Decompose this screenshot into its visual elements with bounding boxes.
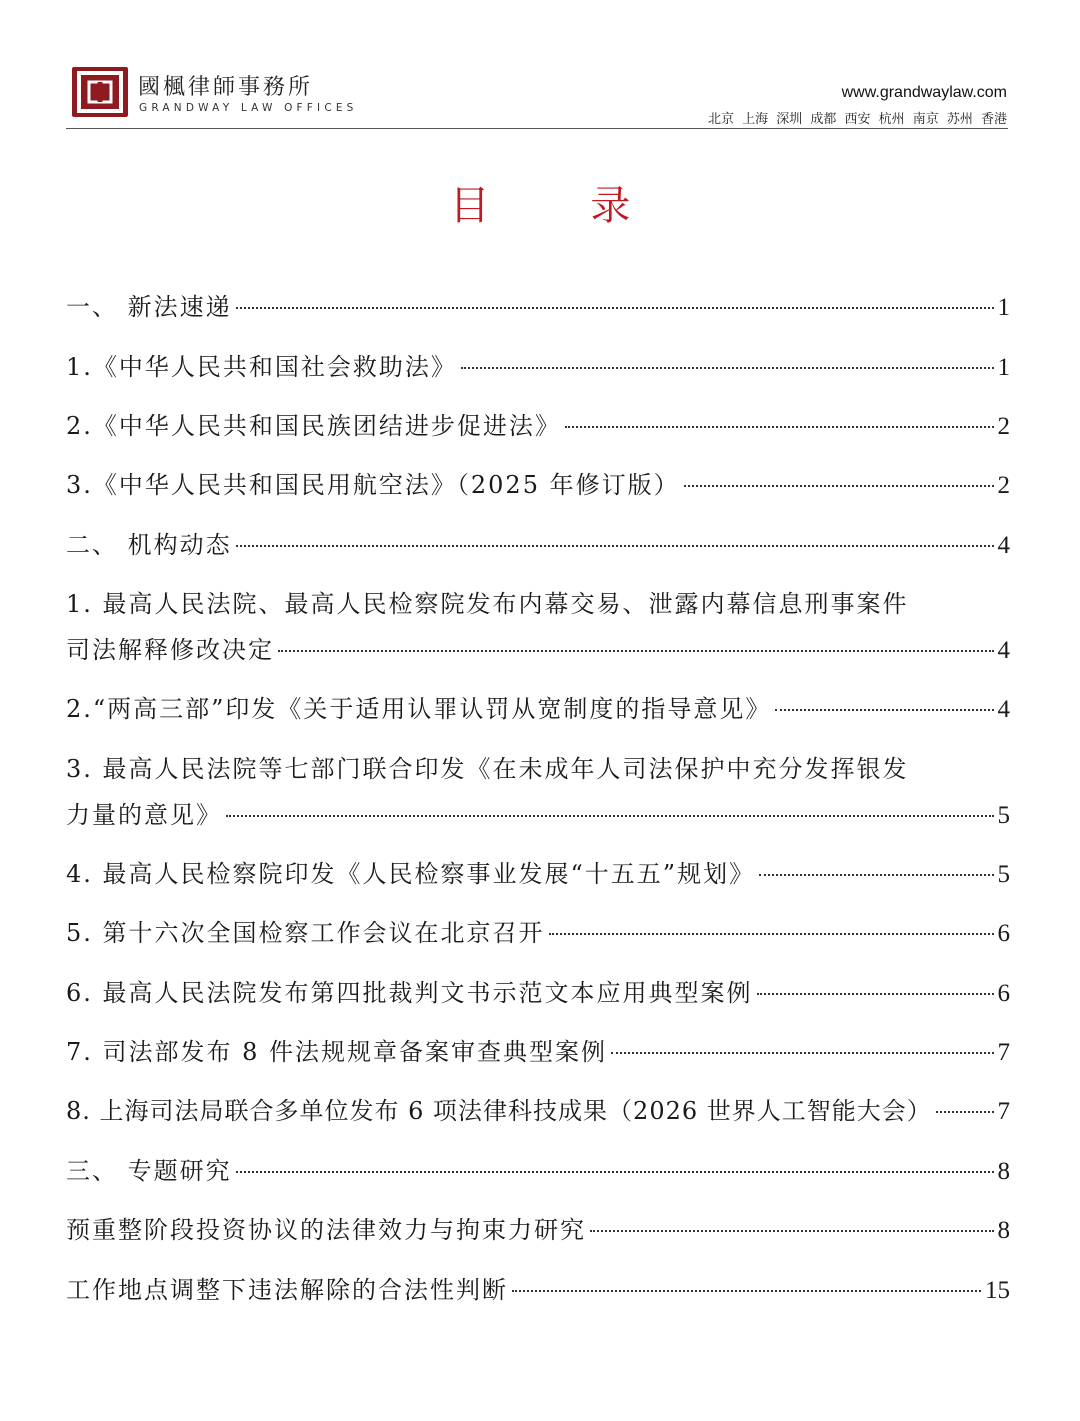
toc-page-number: 7 — [997, 1039, 1010, 1066]
website-link[interactable]: www.grandwaylaw.com — [841, 84, 1007, 101]
toc-entry-text: 司法解释修改决定 — [66, 636, 274, 664]
toc-entry[interactable] — [66, 1267, 1016, 1313]
dot-leader — [684, 484, 994, 487]
toc-entry-section-3[interactable] — [66, 1148, 1016, 1194]
toc-page-number: 2 — [997, 472, 1010, 499]
toc-page-number: 6 — [997, 920, 1010, 947]
toc-entry-text: 预重整阶段投资协议的法律效力与拘束力研究 — [66, 1216, 586, 1244]
toc-entry-text: 2.《中华人民共和国民族团结进步促进法》 — [66, 412, 561, 440]
toc-page-number: 5 — [997, 861, 1010, 888]
toc-entry-text: 5. 第十六次全国检察工作会议在北京召开 — [66, 919, 545, 947]
firm-name-en: GRANDWAY LAW OFFICES — [139, 102, 358, 114]
toc-page-number: 8 — [997, 1158, 1010, 1185]
toc-entry-text-line1: 3. 最高人民法院等七部门联合印发《在未成年人司法保护中充分发挥银发 — [66, 755, 909, 783]
toc-entry[interactable] — [66, 581, 1016, 673]
toc-page-number: 5 — [997, 802, 1010, 829]
dot-leader — [236, 306, 994, 309]
firm-name-cn: 國楓律師事務所 — [138, 75, 314, 100]
toc-entry[interactable] — [66, 970, 1016, 1016]
toc-entry-section-2[interactable] — [66, 522, 1016, 568]
toc-entry[interactable] — [66, 1029, 1016, 1075]
header-divider — [66, 128, 1008, 129]
dot-leader — [549, 932, 994, 935]
toc-page-number: 4 — [997, 637, 1010, 664]
toc-entry[interactable] — [66, 851, 1016, 897]
toc-entry-text: 一、 新法速递 — [66, 293, 232, 321]
toc-entry[interactable] — [66, 403, 1016, 449]
dot-leader — [461, 366, 994, 369]
toc-page-number: 1 — [997, 294, 1010, 321]
toc-page-number: 8 — [997, 1217, 1010, 1244]
toc-entry[interactable] — [66, 1088, 1016, 1134]
dot-leader — [759, 873, 993, 876]
toc-page-number: 6 — [997, 980, 1010, 1007]
toc-entry[interactable] — [66, 910, 1016, 956]
toc-title: 目 录 — [449, 183, 675, 229]
toc-entry-text: 6. 最高人民法院发布第四批裁判文书示范文本应用典型案例 — [66, 979, 753, 1007]
dot-leader — [236, 1170, 994, 1173]
toc-entry[interactable] — [66, 344, 1016, 390]
toc-entry-text-line1: 1. 最高人民法院、最高人民检察院发布内幕交易、泄露内幕信息刑事案件 — [66, 590, 909, 618]
dot-leader — [565, 425, 994, 428]
toc-entry[interactable] — [66, 686, 1016, 732]
toc-entry-text: 4. 最高人民检察院印发《人民检察事业发展“十五五”规划》 — [66, 860, 756, 888]
toc-entry-text: 2.“两高三部”印发《关于适用认罪认罚从宽制度的指导意见》 — [66, 695, 772, 723]
toc-entry-text: 二、 机构动态 — [66, 531, 232, 559]
firm-logo-icon — [72, 67, 128, 117]
toc-page-number: 2 — [997, 413, 1010, 440]
toc-entry-text: 工作地点调整下违法解除的合法性判断 — [66, 1276, 508, 1304]
toc-page-number: 4 — [997, 696, 1010, 723]
toc-entry[interactable] — [66, 1207, 1016, 1253]
toc-entry-text: 1.《中华人民共和国社会救助法》 — [66, 353, 457, 381]
toc-page-number: 15 — [985, 1277, 1010, 1304]
dot-leader — [226, 814, 994, 817]
dot-leader — [936, 1110, 994, 1113]
toc-entry-text: 力量的意见》 — [66, 801, 222, 829]
dot-leader — [757, 992, 994, 995]
toc-entry-text: 三、 专题研究 — [66, 1157, 232, 1185]
dot-leader — [512, 1289, 981, 1292]
toc-page-number: 4 — [997, 532, 1010, 559]
office-locations: 北京 上海 深圳 成都 西安 杭州 南京 苏州 香港 — [707, 112, 1007, 127]
toc-entry[interactable] — [66, 462, 1016, 508]
toc-entry-text: 8. 上海司法局联合多单位发布 6 项法律科技成果（2026 世界人工智能大会） — [66, 1097, 932, 1125]
toc-entry-section-1[interactable] — [66, 284, 1016, 330]
dot-leader — [236, 544, 994, 547]
toc-entry-text: 7. 司法部发布 8 件法规规章备案审查典型案例 — [66, 1038, 608, 1066]
dot-leader — [611, 1051, 993, 1054]
dot-leader — [278, 649, 994, 652]
toc-page-number: 7 — [997, 1098, 1010, 1125]
toc-page-number: 1 — [997, 354, 1010, 381]
dot-leader — [590, 1229, 994, 1232]
toc-entry[interactable] — [66, 746, 1016, 838]
page-header — [0, 0, 1080, 140]
dot-leader — [775, 708, 993, 711]
toc-entry-text: 3.《中华人民共和国民用航空法》（2025 年修订版） — [66, 471, 680, 499]
